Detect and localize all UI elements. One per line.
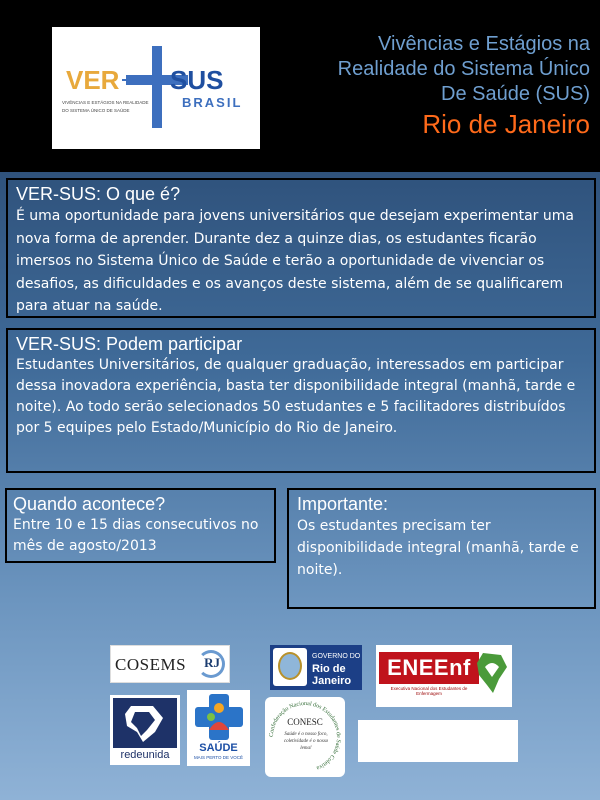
governo-rio-de-janeiro-logo [270,645,362,690]
section-body: Os estudantes precisam ter disponibilidade integral (manhã, tarde e noite). [297,518,579,578]
cosems-rj: RJ [204,655,220,670]
health-cross-icon [187,690,250,742]
governo-line-1: Rio de [312,663,346,675]
conesc-ring-text: Confederação Nacional dos Estudantes de Saúde Coletiva [268,700,342,771]
logo-tagline-1: VIVÊNCIAS E ESTÁGIOS NA REALIDADE [62,100,149,105]
ver-sus-logo [52,27,260,149]
logo-brasil-text: BRASIL [182,95,243,110]
logo-ver-text: VER [66,65,120,95]
section-podem-participar [6,328,596,473]
logo-arrow-line [122,79,152,81]
section-heading: VER-SUS: O que é? [16,184,181,204]
section-heading: Importante: [297,494,389,514]
governo-small-text: GOVERNO DO [312,653,361,660]
section-importante [287,488,596,609]
saude-name: SAÚDE [199,742,238,754]
title-line-3: De Saúde (SUS) [441,83,590,105]
conesc-slogan: Saúde é o nosso foco, coletividade é o nosso lema! [283,732,329,751]
blank-logo-placeholder [358,720,518,762]
city-name: Rio de Janeiro [422,109,590,139]
eneenf-subtitle: Executiva Nacional dos Estudantes de Enfermagem [390,686,468,696]
section-heading: VER-SUS: Podem participar [16,334,243,354]
redeunida-logo [110,695,180,765]
conesc-name: CONESC [287,717,323,727]
governo-line-2: Janeiro [312,675,352,687]
coat-of-arms-shield-icon [278,652,302,680]
brazil-map-icon [475,649,509,697]
logo-sus-text: SUS [170,65,224,95]
redeunida-name: redeunida [120,749,170,761]
brazil-outline-icon [113,698,177,748]
logo-tagline-2: DO SISTEMA ÚNICO DE SAÚDE [62,108,130,113]
cosems-rj-logo [110,645,230,683]
cosems-name: COSEMS [115,655,187,674]
eneenf-logo [376,645,512,707]
section-quando-acontece [5,488,276,563]
governo-big-text [312,663,351,687]
header-band [0,0,600,172]
section-body: Entre 10 e 15 dias consecutivos no mês de agosto/2013 [13,517,259,554]
section-heading: Quando acontece? [13,494,166,514]
page-title [270,32,590,107]
title-line-1: Vivências e Estágios na [378,33,590,55]
saude-mais-perto-logo [187,690,250,766]
saude-tagline: MAIS PERTO DE VOCÊ [193,755,244,760]
section-o-que-e [6,178,596,318]
title-line-2: Realidade do Sistema Único [337,58,590,80]
logo-cross-vertical [152,46,162,128]
section-body: Estudantes Universitários, de qualquer graduação, interessados em participar dessa inovadora experiência, basta ter disponibilidade integral (manhã, tarde e noite). Ao todo serão selecionados 50 estudantes e 5 facilitadores distribuídos por 5 equipes pelo Estado/Município do Rio de Janeiro. [16,357,576,436]
conesc-logo [265,697,345,777]
ver-sus-logo-graphic [52,27,260,149]
eneenf-name: ENEEnf [379,652,479,684]
section-body: É uma oportunidade para jovens universitários que desejam experimentar uma nova forma de aprender. Durante dez a quinze dias, os estudantes ficarão imersos no Sistema Único de Saúde e terão a oportunidade de vivenciar os desafios, as dificuldades e os avanços deste sistema, além de se qualificarem para atuar na saúde. [16,208,574,314]
redeunida-tile [113,698,177,748]
